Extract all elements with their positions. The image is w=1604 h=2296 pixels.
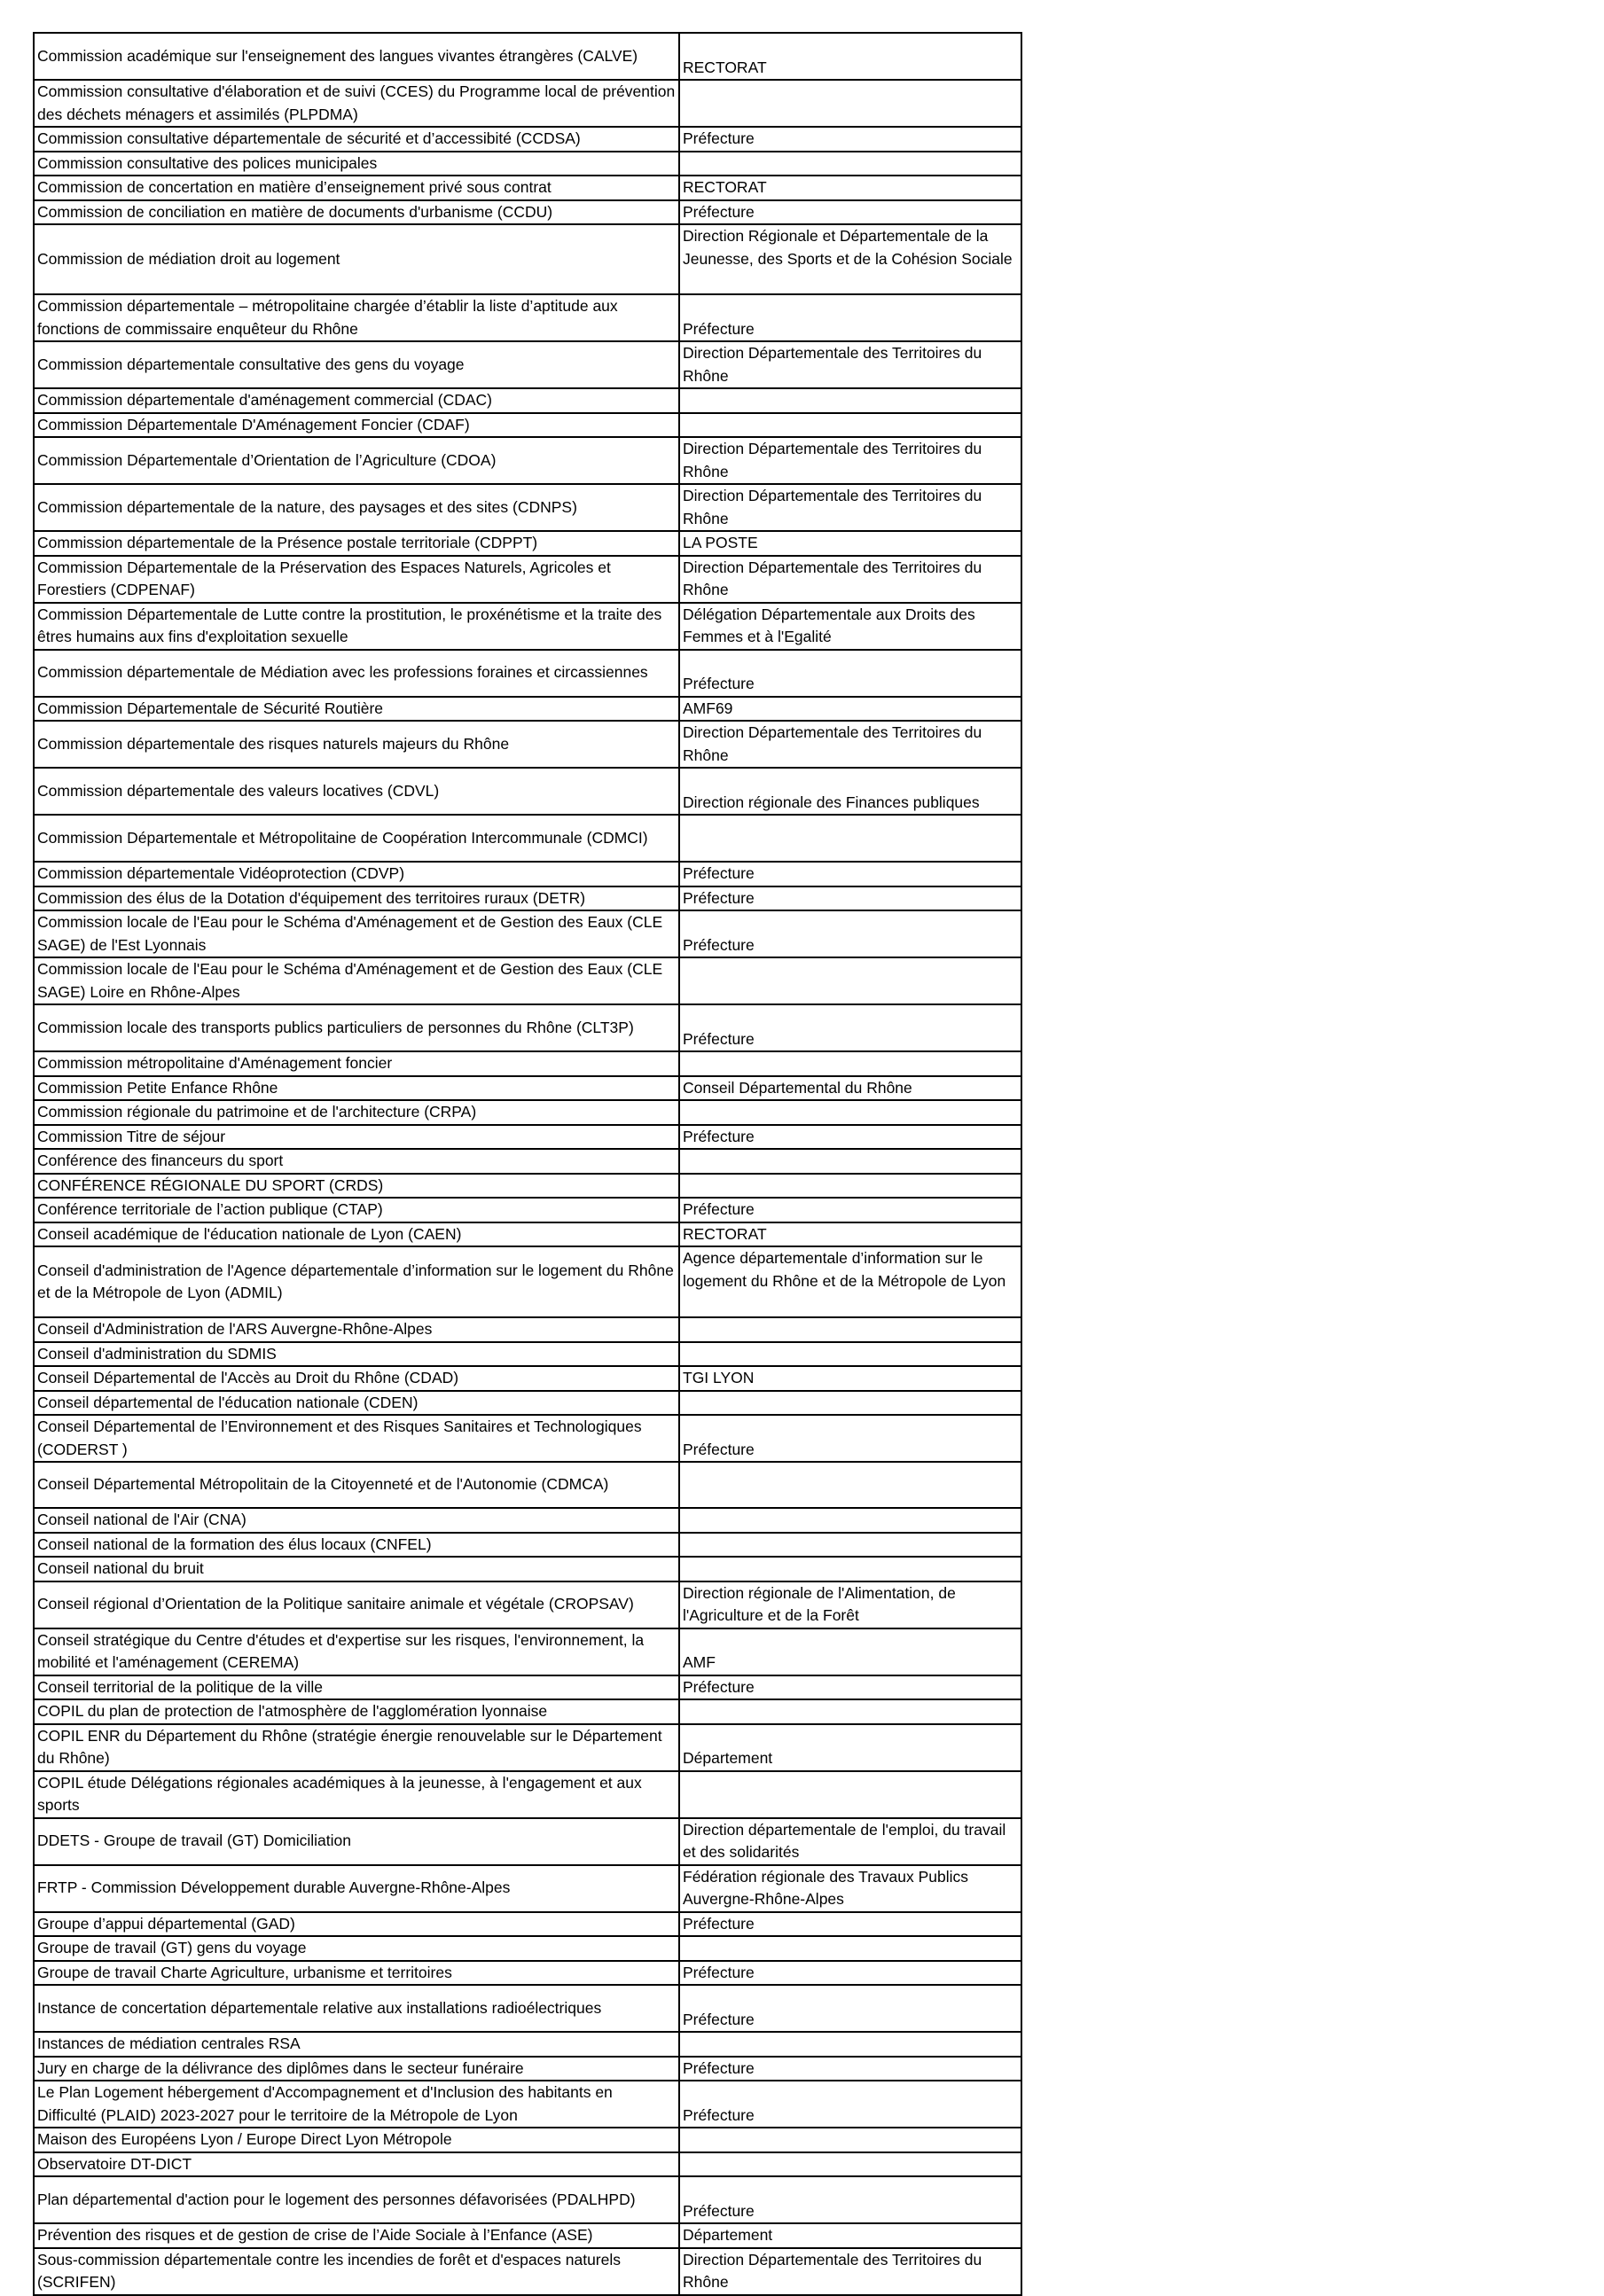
commission-name-cell: Conseil académique de l'éducation nationale de Lyon (CAEN) xyxy=(34,1222,679,1247)
organisation-cell: Préfecture xyxy=(679,1675,1021,1700)
table-row xyxy=(34,1366,1021,1391)
table-row xyxy=(34,80,1021,127)
table-row xyxy=(34,721,1021,768)
table-row xyxy=(34,1317,1021,1342)
organisation-cell xyxy=(679,1557,1021,1581)
commission-name-cell: DDETS - Groupe de travail (GT) Domiciliation xyxy=(34,1818,679,1865)
organisation-cell xyxy=(679,1100,1021,1125)
organisation-cell xyxy=(679,1462,1021,1508)
commission-name-cell: Commission locale de l'Eau pour le Schéma d'Aménagement et de Gestion des Eaux (CLE SAGE) de l'Est Lyonnais xyxy=(34,910,679,957)
organisation-cell: Préfecture xyxy=(679,1961,1021,1986)
commission-name-cell: Commission académique sur l'enseignement des langues vivantes étrangères (CALVE) xyxy=(34,33,679,80)
table-row xyxy=(34,2176,1021,2223)
table-row xyxy=(34,1222,1021,1247)
commission-name-cell: Instance de concertation départementale relative aux installations radioélectriques xyxy=(34,1985,679,2032)
organisation-cell: Direction Départementale des Territoires du Rhône xyxy=(679,341,1021,388)
table-row xyxy=(34,1628,1021,1675)
organisation-cell: Préfecture xyxy=(679,1415,1021,1462)
table-row xyxy=(34,1462,1021,1508)
table-row xyxy=(34,1675,1021,1700)
table-row xyxy=(34,1246,1021,1317)
table-row xyxy=(34,2223,1021,2248)
commission-name-cell: Conseil national du bruit xyxy=(34,1557,679,1581)
commission-name-cell: Commission départementale – métropolitaine chargée d’établir la liste d’aptitude aux fonctions de commissaire enquêteur du Rhône xyxy=(34,294,679,341)
organisation-cell xyxy=(679,1174,1021,1199)
commission-name-cell: Commission régionale du patrimoine et de l'architecture (CRPA) xyxy=(34,1100,679,1125)
organisation-cell: Préfecture xyxy=(679,2081,1021,2128)
table-row xyxy=(34,768,1021,815)
organisation-cell xyxy=(679,2152,1021,2177)
organisation-cell xyxy=(679,413,1021,438)
table-row xyxy=(34,1415,1021,1462)
table-row xyxy=(34,388,1021,413)
commission-name-cell: Conseil régional d’Orientation de la Politique sanitaire animale et végétale (CROPSAV) xyxy=(34,1581,679,1628)
commission-name-cell: Conseil territorial de la politique de la ville xyxy=(34,1675,679,1700)
table-row xyxy=(34,886,1021,911)
table-row xyxy=(34,815,1021,862)
organisation-cell xyxy=(679,815,1021,862)
table-row xyxy=(34,224,1021,294)
organisation-cell: LA POSTE xyxy=(679,531,1021,556)
organisation-cell xyxy=(679,2128,1021,2152)
commission-name-cell: Commission départementale consultative des gens du voyage xyxy=(34,341,679,388)
organisation-cell: RECTORAT xyxy=(679,1222,1021,1247)
commission-name-cell: Commission consultative des polices municipales xyxy=(34,152,679,176)
organisation-cell: Préfecture xyxy=(679,910,1021,957)
commission-name-cell: Commission consultative départementale de sécurité et d’accessibité (CCDSA) xyxy=(34,127,679,152)
table-row xyxy=(34,1581,1021,1628)
commission-name-cell: Commission de médiation droit au logement xyxy=(34,224,679,294)
commission-table xyxy=(33,32,1022,2296)
table-row xyxy=(34,1149,1021,1174)
organisation-cell xyxy=(679,1508,1021,1533)
organisation-cell: Direction Départementale des Territoires du Rhône xyxy=(679,721,1021,768)
table-row xyxy=(34,176,1021,200)
commission-name-cell: Commission départementale d'aménagement commercial (CDAC) xyxy=(34,388,679,413)
commission-name-cell: Commission départementale de la nature, des paysages et des sites (CDNPS) xyxy=(34,484,679,531)
table-row xyxy=(34,650,1021,697)
commission-name-cell: Instances de médiation centrales RSA xyxy=(34,2032,679,2057)
table-row xyxy=(34,1699,1021,1724)
commission-name-cell: Commission Départementale et Métropolitaine de Coopération Intercommunale (CDMCI) xyxy=(34,815,679,862)
table-row xyxy=(34,1051,1021,1076)
commission-name-cell: Plan départemental d'action pour le logement des personnes défavorisées (PDALHPD) xyxy=(34,2176,679,2223)
commission-name-cell: Conférence des financeurs du sport xyxy=(34,1149,679,1174)
commission-name-cell: COPIL étude Délégations régionales académiques à la jeunesse, à l'engagement et aux sports xyxy=(34,1771,679,1818)
organisation-cell: Préfecture xyxy=(679,2057,1021,2081)
table-row xyxy=(34,1818,1021,1865)
commission-name-cell: Conseil d'administration de l'Agence départementale d’information sur le logement du Rhône et de la Métropole de Lyon (ADMIL) xyxy=(34,1246,679,1317)
organisation-cell: Agence départementale d’information sur le logement du Rhône et de la Métropole de Lyon xyxy=(679,1246,1021,1317)
commission-name-cell: Observatoire DT-DICT xyxy=(34,2152,679,2177)
table-row xyxy=(34,1533,1021,1558)
table-row xyxy=(34,603,1021,650)
organisation-cell: Préfecture xyxy=(679,1004,1021,1051)
table-row xyxy=(34,1936,1021,1961)
commission-name-cell: Conseil stratégique du Centre d'études et d'expertise sur les risques, l'environnement, la mobilité et l'aménagement (CEREMA) xyxy=(34,1628,679,1675)
organisation-cell: Préfecture xyxy=(679,862,1021,886)
organisation-cell xyxy=(679,2032,1021,2057)
table-row xyxy=(34,1391,1021,1416)
commission-name-cell: Commission Départementale D'Aménagement Foncier (CDAF) xyxy=(34,413,679,438)
organisation-cell xyxy=(679,1771,1021,1818)
commission-name-cell: Prévention des risques et de gestion de crise de l’Aide Sociale à l’Enfance (ASE) xyxy=(34,2223,679,2248)
organisation-cell: Préfecture xyxy=(679,1198,1021,1222)
organisation-cell: Direction Départementale des Territoires du Rhône xyxy=(679,2248,1021,2295)
organisation-cell: Préfecture xyxy=(679,1912,1021,1937)
table-row xyxy=(34,531,1021,556)
commission-name-cell: Commission métropolitaine d'Aménagement foncier xyxy=(34,1051,679,1076)
commission-name-cell: Groupe de travail Charte Agriculture, urbanisme et territoires xyxy=(34,1961,679,1986)
commission-name-cell: Commission départementale des valeurs locatives (CDVL) xyxy=(34,768,679,815)
commission-name-cell: Commission de concertation en matière d’enseignement privé sous contrat xyxy=(34,176,679,200)
table-row xyxy=(34,200,1021,225)
commission-name-cell: Conseil Départemental de l’Environnement et des Risques Sanitaires et Technologiques (CODERST ) xyxy=(34,1415,679,1462)
commission-name-cell: Conseil national de la formation des élus locaux (CNFEL) xyxy=(34,1533,679,1558)
table-body xyxy=(34,33,1021,2295)
organisation-cell xyxy=(679,152,1021,176)
organisation-cell xyxy=(679,1342,1021,1367)
table-row xyxy=(34,1004,1021,1051)
commission-name-cell: Jury en charge de la délivrance des diplômes dans le secteur funéraire xyxy=(34,2057,679,2081)
organisation-cell: Direction Régionale et Départementale de la Jeunesse, des Sports et de la Cohésion Sociale xyxy=(679,224,1021,294)
table-row xyxy=(34,294,1021,341)
table-row xyxy=(34,910,1021,957)
organisation-cell xyxy=(679,1149,1021,1174)
table-row xyxy=(34,152,1021,176)
organisation-cell: Préfecture xyxy=(679,294,1021,341)
organisation-cell: Direction Départementale des Territoires du Rhône xyxy=(679,484,1021,531)
organisation-cell xyxy=(679,1317,1021,1342)
table-row xyxy=(34,1076,1021,1101)
commission-name-cell: Conseil national de l'Air (CNA) xyxy=(34,1508,679,1533)
organisation-cell: Préfecture xyxy=(679,200,1021,225)
commission-name-cell: Maison des Européens Lyon / Europe Direct Lyon Métropole xyxy=(34,2128,679,2152)
organisation-cell: Préfecture xyxy=(679,650,1021,697)
commission-name-cell: Commission locale de l'Eau pour le Schéma d'Aménagement et de Gestion des Eaux (CLE SAGE) Loire en Rhône-Alpes xyxy=(34,957,679,1004)
organisation-cell: AMF69 xyxy=(679,697,1021,722)
organisation-cell xyxy=(679,1051,1021,1076)
table-row xyxy=(34,484,1021,531)
organisation-cell: Préfecture xyxy=(679,886,1021,911)
table-row xyxy=(34,2248,1021,2295)
commission-name-cell: CONFÉRENCE RÉGIONALE DU SPORT (CRDS) xyxy=(34,1174,679,1199)
table-row xyxy=(34,1724,1021,1771)
commission-name-cell: Conseil Départemental Métropolitain de la Citoyenneté et de l'Autonomie (CDMCA) xyxy=(34,1462,679,1508)
commission-name-cell: Groupe d’appui départemental (GAD) xyxy=(34,1912,679,1937)
table-row xyxy=(34,2128,1021,2152)
commission-name-cell: Commission Départementale de la Préservation des Espaces Naturels, Agricoles et Forestiers (CDPENAF) xyxy=(34,556,679,603)
organisation-cell: Direction Départementale des Territoires du Rhône xyxy=(679,437,1021,484)
table-row xyxy=(34,33,1021,80)
organisation-cell: Direction Départementale des Territoires du Rhône xyxy=(679,556,1021,603)
table-row xyxy=(34,437,1021,484)
commission-name-cell: Commission départementale de Médiation avec les professions foraines et circassiennes xyxy=(34,650,679,697)
commission-name-cell: Commission des élus de la Dotation d'équipement des territoires ruraux (DETR) xyxy=(34,886,679,911)
organisation-cell: Délégation Départementale aux Droits des Femmes et à l'Egalité xyxy=(679,603,1021,650)
table-row xyxy=(34,413,1021,438)
organisation-cell: Direction départementale de l'emploi, du travail et des solidarités xyxy=(679,1818,1021,1865)
commission-name-cell: FRTP - Commission Développement durable Auvergne-Rhône-Alpes xyxy=(34,1865,679,1912)
table-row xyxy=(34,1961,1021,1986)
organisation-cell: Département xyxy=(679,1724,1021,1771)
commission-name-cell: Commission départementale de la Présence postale territoriale (CDPPT) xyxy=(34,531,679,556)
organisation-cell: Direction régionale des Finances publiques xyxy=(679,768,1021,815)
commission-name-cell: Commission locale des transports publics particuliers de personnes du Rhône (CLT3P) xyxy=(34,1004,679,1051)
table-row xyxy=(34,697,1021,722)
table-row xyxy=(34,1342,1021,1367)
commission-name-cell: Commission Départementale de Sécurité Routière xyxy=(34,697,679,722)
commission-name-cell: Conseil départemental de l'éducation nationale (CDEN) xyxy=(34,1391,679,1416)
table-row xyxy=(34,2152,1021,2177)
organisation-cell xyxy=(679,388,1021,413)
organisation-cell: Fédération régionale des Travaux Publics Auvergne-Rhône-Alpes xyxy=(679,1865,1021,1912)
table-row xyxy=(34,1985,1021,2032)
commission-name-cell: Commission de conciliation en matière de documents d'urbanisme (CCDU) xyxy=(34,200,679,225)
commission-name-cell: Conseil Départemental de l'Accès au Droit du Rhône (CDAD) xyxy=(34,1366,679,1391)
organisation-cell xyxy=(679,1936,1021,1961)
organisation-cell: Préfecture xyxy=(679,2176,1021,2223)
table-row xyxy=(34,2081,1021,2128)
table-row xyxy=(34,1865,1021,1912)
commission-name-cell: Groupe de travail (GT) gens du voyage xyxy=(34,1936,679,1961)
commission-name-cell: Le Plan Logement hébergement d'Accompagnement et d'Inclusion des habitants en Difficulté (PLAID) 2023-2027 pour le territoire de la Métropole de Lyon xyxy=(34,2081,679,2128)
organisation-cell: Préfecture xyxy=(679,1985,1021,2032)
table-row xyxy=(34,1174,1021,1199)
table-row xyxy=(34,1771,1021,1818)
table-row xyxy=(34,1912,1021,1937)
organisation-cell xyxy=(679,957,1021,1004)
commission-name-cell: Commission Départementale de Lutte contre la prostitution, le proxénétisme et la traite des êtres humains aux fins d'exploitation sexuelle xyxy=(34,603,679,650)
commission-name-cell: Conseil d'Administration de l'ARS Auvergne-Rhône-Alpes xyxy=(34,1317,679,1342)
table-row xyxy=(34,2057,1021,2081)
organisation-cell xyxy=(679,80,1021,127)
organisation-cell: Direction régionale de l'Alimentation, de l'Agriculture et de la Forêt xyxy=(679,1581,1021,1628)
organisation-cell: TGI LYON xyxy=(679,1366,1021,1391)
commission-name-cell: Sous-commission départementale contre les incendies de forêt et d'espaces naturels (SCRIFEN) xyxy=(34,2248,679,2295)
organisation-cell xyxy=(679,1391,1021,1416)
commission-name-cell: Commission Départementale d’Orientation de l’Agriculture (CDOA) xyxy=(34,437,679,484)
commission-name-cell: Commission Titre de séjour xyxy=(34,1125,679,1150)
table-row xyxy=(34,957,1021,1004)
organisation-cell: RECTORAT xyxy=(679,33,1021,80)
commission-name-cell: Commission départementale Vidéoprotection (CDVP) xyxy=(34,862,679,886)
organisation-cell: Préfecture xyxy=(679,1125,1021,1150)
commission-name-cell: COPIL ENR du Département du Rhône (stratégie énergie renouvelable sur le Département du Rhône) xyxy=(34,1724,679,1771)
table-row xyxy=(34,556,1021,603)
table-row xyxy=(34,1125,1021,1150)
table-row xyxy=(34,1508,1021,1533)
table-row xyxy=(34,2032,1021,2057)
commission-name-cell: Commission Petite Enfance Rhône xyxy=(34,1076,679,1101)
table-row xyxy=(34,1198,1021,1222)
commission-name-cell: Conseil d'administration du SDMIS xyxy=(34,1342,679,1367)
organisation-cell xyxy=(679,1533,1021,1558)
commission-name-cell: Commission départementale des risques naturels majeurs du Rhône xyxy=(34,721,679,768)
organisation-cell: Conseil Départemental du Rhône xyxy=(679,1076,1021,1101)
organisation-cell: RECTORAT xyxy=(679,176,1021,200)
table-row xyxy=(34,127,1021,152)
organisation-cell xyxy=(679,1699,1021,1724)
table-row xyxy=(34,862,1021,886)
table-row xyxy=(34,1100,1021,1125)
organisation-cell: Département xyxy=(679,2223,1021,2248)
organisation-cell: AMF xyxy=(679,1628,1021,1675)
organisation-cell: Préfecture xyxy=(679,127,1021,152)
commission-name-cell: COPIL du plan de protection de l'atmosphère de l'agglomération lyonnaise xyxy=(34,1699,679,1724)
commission-name-cell: Conférence territoriale de l’action publique (CTAP) xyxy=(34,1198,679,1222)
table-row xyxy=(34,1557,1021,1581)
table-row xyxy=(34,341,1021,388)
commission-name-cell: Commission consultative d'élaboration et de suivi (CCES) du Programme local de prévention des déchets ménagers et assimilés (PLPDMA) xyxy=(34,80,679,127)
